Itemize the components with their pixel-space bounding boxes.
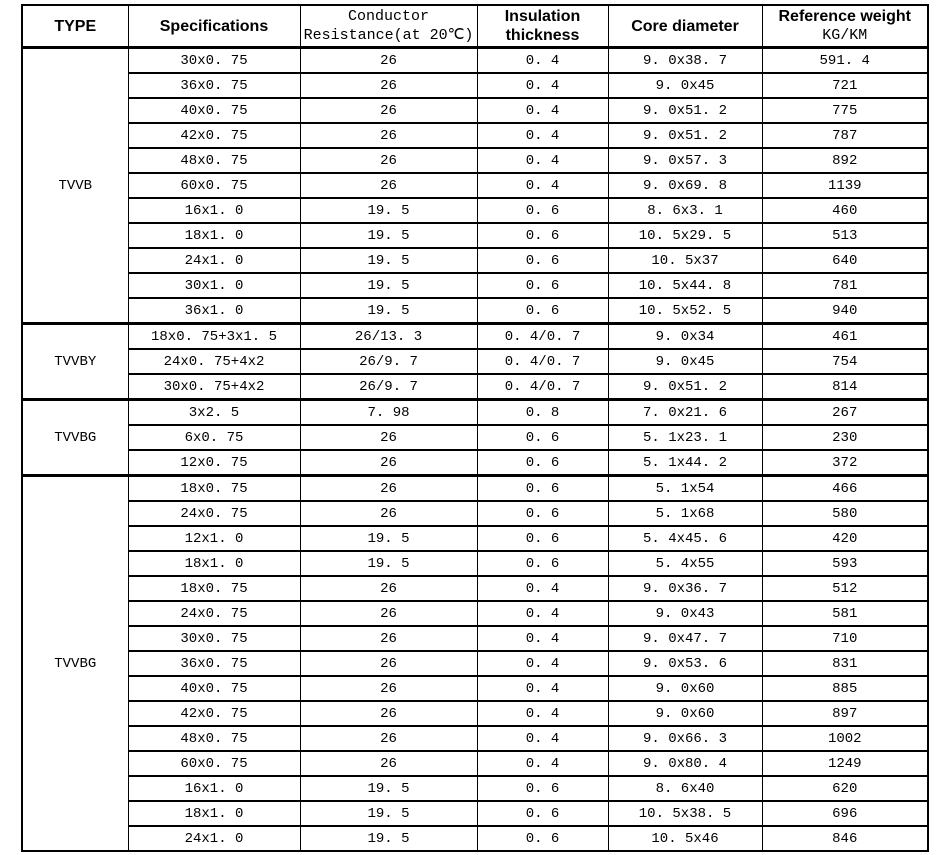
col-header-core-diameter bbox=[608, 5, 762, 48]
resistance-cell: 26/9. 7 bbox=[300, 374, 477, 400]
resistance-cell: 26 bbox=[300, 676, 477, 701]
core-diameter-cell: 8. 6x3. 1 bbox=[608, 198, 762, 223]
resistance-cell: 19. 5 bbox=[300, 776, 477, 801]
resistance-cell: 19. 5 bbox=[300, 248, 477, 273]
col-header-type bbox=[22, 5, 128, 48]
spec-cell: 18x0. 75 bbox=[128, 476, 300, 502]
weight-cell: 230 bbox=[762, 425, 928, 450]
weight-cell: 1139 bbox=[762, 173, 928, 198]
thickness-cell: 0. 6 bbox=[477, 273, 608, 298]
table-row bbox=[22, 826, 928, 851]
thickness-cell: 0. 4/0. 7 bbox=[477, 324, 608, 350]
core-diameter-cell: 10. 5x29. 5 bbox=[608, 223, 762, 248]
spec-cell: 18x0. 75 bbox=[128, 576, 300, 601]
weight-cell: 460 bbox=[762, 198, 928, 223]
spec-cell: 40x0. 75 bbox=[128, 676, 300, 701]
thickness-cell: 0. 6 bbox=[477, 450, 608, 476]
spec-cell: 36x0. 75 bbox=[128, 651, 300, 676]
table-row bbox=[22, 48, 928, 74]
thickness-cell: 0. 6 bbox=[477, 298, 608, 324]
thickness-cell: 0. 6 bbox=[477, 551, 608, 576]
resistance-cell: 26 bbox=[300, 751, 477, 776]
weight-cell: 846 bbox=[762, 826, 928, 851]
resistance-cell: 26 bbox=[300, 450, 477, 476]
resistance-cell: 19. 5 bbox=[300, 298, 477, 324]
thickness-cell: 0. 4 bbox=[477, 751, 608, 776]
spec-cell: 40x0. 75 bbox=[128, 98, 300, 123]
table-row bbox=[22, 551, 928, 576]
resistance-cell: 26 bbox=[300, 123, 477, 148]
resistance-cell: 26 bbox=[300, 701, 477, 726]
weight-cell: 814 bbox=[762, 374, 928, 400]
resistance-cell: 19. 5 bbox=[300, 801, 477, 826]
core-diameter-cell: 9. 0x34 bbox=[608, 324, 762, 350]
table-row bbox=[22, 173, 928, 198]
spec-cell: 24x0. 75 bbox=[128, 501, 300, 526]
table-row bbox=[22, 298, 928, 324]
table-row bbox=[22, 776, 928, 801]
reference-weight-line1: Reference weight bbox=[778, 8, 911, 25]
core-diameter-cell: 9. 0x47. 7 bbox=[608, 626, 762, 651]
spec-cell: 18x1. 0 bbox=[128, 801, 300, 826]
core-diameter-cell: 10. 5x37 bbox=[608, 248, 762, 273]
spec-cell: 24x1. 0 bbox=[128, 826, 300, 851]
resistance-cell: 19. 5 bbox=[300, 526, 477, 551]
weight-cell: 267 bbox=[762, 400, 928, 426]
thickness-cell: 0. 6 bbox=[477, 501, 608, 526]
thickness-cell: 0. 6 bbox=[477, 425, 608, 450]
type-group-tvvbg-3 bbox=[22, 476, 928, 852]
weight-cell: 897 bbox=[762, 701, 928, 726]
core-diameter-cell: 5. 1x23. 1 bbox=[608, 425, 762, 450]
type-group-tvvb-0 bbox=[22, 48, 928, 324]
type-cell: TVVBY bbox=[22, 324, 128, 400]
resistance-cell: 26 bbox=[300, 501, 477, 526]
table-row bbox=[22, 676, 928, 701]
table-row bbox=[22, 324, 928, 350]
weight-cell: 513 bbox=[762, 223, 928, 248]
weight-cell: 593 bbox=[762, 551, 928, 576]
core-diameter-cell: 9. 0x60 bbox=[608, 701, 762, 726]
table-row bbox=[22, 73, 928, 98]
table-row bbox=[22, 601, 928, 626]
thickness-cell: 0. 4 bbox=[477, 73, 608, 98]
table-row bbox=[22, 526, 928, 551]
spec-cell: 36x0. 75 bbox=[128, 73, 300, 98]
weight-cell: 620 bbox=[762, 776, 928, 801]
spec-cell: 48x0. 75 bbox=[128, 148, 300, 173]
spec-cell: 30x0. 75 bbox=[128, 626, 300, 651]
weight-cell: 591. 4 bbox=[762, 48, 928, 74]
weight-cell: 512 bbox=[762, 576, 928, 601]
spec-cell: 60x0. 75 bbox=[128, 173, 300, 198]
resistance-cell: 26/9. 7 bbox=[300, 349, 477, 374]
spec-cell: 16x1. 0 bbox=[128, 198, 300, 223]
weight-cell: 640 bbox=[762, 248, 928, 273]
type-cell: TVVBG bbox=[22, 400, 128, 476]
core-diameter-cell: 9. 0x45 bbox=[608, 349, 762, 374]
thickness-cell: 0. 4 bbox=[477, 701, 608, 726]
core-diameter-cell: 10. 5x44. 8 bbox=[608, 273, 762, 298]
spec-cell: 24x1. 0 bbox=[128, 248, 300, 273]
core-diameter-cell: 10. 5x52. 5 bbox=[608, 298, 762, 324]
weight-cell: 420 bbox=[762, 526, 928, 551]
reference-weight-line2: KG/KM bbox=[822, 27, 868, 44]
table-row bbox=[22, 651, 928, 676]
thickness-cell: 0. 4 bbox=[477, 626, 608, 651]
spec-cell: 36x1. 0 bbox=[128, 298, 300, 324]
weight-cell: 940 bbox=[762, 298, 928, 324]
thickness-cell: 0. 4 bbox=[477, 123, 608, 148]
core-diameter-cell: 9. 0x69. 8 bbox=[608, 173, 762, 198]
core-diameter-cell: 5. 4x55 bbox=[608, 551, 762, 576]
table-row bbox=[22, 273, 928, 298]
resistance-cell: 26 bbox=[300, 148, 477, 173]
thickness-cell: 0. 4 bbox=[477, 726, 608, 751]
thickness-cell: 0. 6 bbox=[477, 776, 608, 801]
spec-cell: 48x0. 75 bbox=[128, 726, 300, 751]
table-row bbox=[22, 626, 928, 651]
table-row bbox=[22, 198, 928, 223]
weight-cell: 581 bbox=[762, 601, 928, 626]
weight-cell: 775 bbox=[762, 98, 928, 123]
spec-cell: 12x1. 0 bbox=[128, 526, 300, 551]
spec-cell: 6x0. 75 bbox=[128, 425, 300, 450]
resistance-cell: 19. 5 bbox=[300, 223, 477, 248]
core-diameter-cell: 9. 0x51. 2 bbox=[608, 98, 762, 123]
weight-cell: 787 bbox=[762, 123, 928, 148]
spec-cell: 3x2. 5 bbox=[128, 400, 300, 426]
thickness-cell: 0. 4/0. 7 bbox=[477, 374, 608, 400]
resistance-cell: 26 bbox=[300, 576, 477, 601]
weight-cell: 885 bbox=[762, 676, 928, 701]
conductor-resistance-line2: Resistance(at 20℃) bbox=[303, 27, 474, 44]
thickness-cell: 0. 6 bbox=[477, 826, 608, 851]
thickness-cell: 0. 6 bbox=[477, 476, 608, 502]
spec-cell: 42x0. 75 bbox=[128, 701, 300, 726]
weight-cell: 466 bbox=[762, 476, 928, 502]
insulation-thickness-line2: thickness bbox=[505, 27, 580, 44]
core-diameter-cell: 9. 0x38. 7 bbox=[608, 48, 762, 74]
weight-cell: 1249 bbox=[762, 751, 928, 776]
core-diameter-cell: 5. 1x54 bbox=[608, 476, 762, 502]
thickness-cell: 0. 4 bbox=[477, 576, 608, 601]
resistance-cell: 26 bbox=[300, 425, 477, 450]
thickness-cell: 0. 4 bbox=[477, 173, 608, 198]
core-diameter-cell: 9. 0x53. 6 bbox=[608, 651, 762, 676]
core-diameter-cell: 9. 0x66. 3 bbox=[608, 726, 762, 751]
thickness-cell: 0. 6 bbox=[477, 526, 608, 551]
table-row bbox=[22, 701, 928, 726]
spec-cell: 42x0. 75 bbox=[128, 123, 300, 148]
core-diameter-cell: 5. 4x45. 6 bbox=[608, 526, 762, 551]
resistance-cell: 26 bbox=[300, 73, 477, 98]
spec-cell: 30x0. 75 bbox=[128, 48, 300, 74]
core-diameter-cell: 5. 1x44. 2 bbox=[608, 450, 762, 476]
table-row bbox=[22, 501, 928, 526]
core-diameter-cell: 9. 0x43 bbox=[608, 601, 762, 626]
spec-cell: 12x0. 75 bbox=[128, 450, 300, 476]
weight-cell: 781 bbox=[762, 273, 928, 298]
thickness-cell: 0. 6 bbox=[477, 223, 608, 248]
spec-cell: 60x0. 75 bbox=[128, 751, 300, 776]
thickness-cell: 0. 4 bbox=[477, 651, 608, 676]
col-header-reference-weight bbox=[762, 5, 928, 48]
core-diameter-cell: 9. 0x36. 7 bbox=[608, 576, 762, 601]
resistance-cell: 26 bbox=[300, 726, 477, 751]
thickness-cell: 0. 6 bbox=[477, 198, 608, 223]
weight-cell: 721 bbox=[762, 73, 928, 98]
spec-cell: 24x0. 75+4x2 bbox=[128, 349, 300, 374]
resistance-cell: 26 bbox=[300, 651, 477, 676]
type-cell: TVVBG bbox=[22, 476, 128, 852]
col-header-specifications-label: Specifications bbox=[159, 17, 269, 35]
type-group-tvvbg-2 bbox=[22, 400, 928, 476]
core-diameter-cell: 9. 0x51. 2 bbox=[608, 374, 762, 400]
resistance-cell: 19. 5 bbox=[300, 273, 477, 298]
insulation-thickness-line1: Insulation bbox=[504, 8, 581, 25]
thickness-cell: 0. 4/0. 7 bbox=[477, 349, 608, 374]
table-row bbox=[22, 726, 928, 751]
core-diameter-cell: 9. 0x45 bbox=[608, 73, 762, 98]
table-row bbox=[22, 123, 928, 148]
table-row bbox=[22, 98, 928, 123]
table-row bbox=[22, 425, 928, 450]
resistance-cell: 19. 5 bbox=[300, 551, 477, 576]
col-header-insulation-thickness bbox=[477, 5, 608, 48]
resistance-cell: 7. 98 bbox=[300, 400, 477, 426]
weight-cell: 696 bbox=[762, 801, 928, 826]
spec-cell: 16x1. 0 bbox=[128, 776, 300, 801]
spec-cell: 30x1. 0 bbox=[128, 273, 300, 298]
table-row bbox=[22, 148, 928, 173]
weight-cell: 892 bbox=[762, 148, 928, 173]
spec-cell: 24x0. 75 bbox=[128, 601, 300, 626]
weight-cell: 710 bbox=[762, 626, 928, 651]
core-diameter-cell: 10. 5x38. 5 bbox=[608, 801, 762, 826]
table-row bbox=[22, 374, 928, 400]
core-diameter-cell: 9. 0x57. 3 bbox=[608, 148, 762, 173]
resistance-cell: 26 bbox=[300, 173, 477, 198]
resistance-cell: 26 bbox=[300, 48, 477, 74]
weight-cell: 461 bbox=[762, 324, 928, 350]
resistance-cell: 19. 5 bbox=[300, 198, 477, 223]
spec-cell: 30x0. 75+4x2 bbox=[128, 374, 300, 400]
core-diameter-cell: 10. 5x46 bbox=[608, 826, 762, 851]
core-diameter-cell: 7. 0x21. 6 bbox=[608, 400, 762, 426]
core-diameter-cell: 9. 0x60 bbox=[608, 676, 762, 701]
col-header-core-diameter-label: Core diameter bbox=[631, 17, 739, 35]
table-row bbox=[22, 751, 928, 776]
weight-cell: 580 bbox=[762, 501, 928, 526]
type-group-tvvby-1 bbox=[22, 324, 928, 400]
thickness-cell: 0. 4 bbox=[477, 601, 608, 626]
table-row bbox=[22, 349, 928, 374]
spec-cell: 18x1. 0 bbox=[128, 551, 300, 576]
core-diameter-cell: 9. 0x80. 4 bbox=[608, 751, 762, 776]
weight-cell: 1002 bbox=[762, 726, 928, 751]
weight-cell: 754 bbox=[762, 349, 928, 374]
type-cell: TVVB bbox=[22, 48, 128, 324]
table-row bbox=[22, 223, 928, 248]
table-row bbox=[22, 576, 928, 601]
col-header-type-label: TYPE bbox=[54, 17, 97, 35]
conductor-resistance-line1: Conductor bbox=[347, 8, 429, 25]
table-row bbox=[22, 476, 928, 502]
table-row bbox=[22, 248, 928, 273]
resistance-cell: 19. 5 bbox=[300, 826, 477, 851]
thickness-cell: 0. 6 bbox=[477, 801, 608, 826]
table-header-row bbox=[22, 5, 928, 48]
spec-cell: 18x1. 0 bbox=[128, 223, 300, 248]
thickness-cell: 0. 4 bbox=[477, 98, 608, 123]
cable-spec-table bbox=[21, 4, 929, 852]
resistance-cell: 26 bbox=[300, 601, 477, 626]
thickness-cell: 0. 4 bbox=[477, 48, 608, 74]
col-header-specifications bbox=[128, 5, 300, 48]
table-row bbox=[22, 801, 928, 826]
resistance-cell: 26 bbox=[300, 98, 477, 123]
core-diameter-cell: 8. 6x40 bbox=[608, 776, 762, 801]
core-diameter-cell: 9. 0x51. 2 bbox=[608, 123, 762, 148]
table-row bbox=[22, 450, 928, 476]
table-row bbox=[22, 400, 928, 426]
weight-cell: 831 bbox=[762, 651, 928, 676]
resistance-cell: 26/13. 3 bbox=[300, 324, 477, 350]
thickness-cell: 0. 4 bbox=[477, 148, 608, 173]
resistance-cell: 26 bbox=[300, 476, 477, 502]
resistance-cell: 26 bbox=[300, 626, 477, 651]
weight-cell: 372 bbox=[762, 450, 928, 476]
thickness-cell: 0. 4 bbox=[477, 676, 608, 701]
thickness-cell: 0. 8 bbox=[477, 400, 608, 426]
col-header-conductor-resistance bbox=[300, 5, 477, 48]
thickness-cell: 0. 6 bbox=[477, 248, 608, 273]
core-diameter-cell: 5. 1x68 bbox=[608, 501, 762, 526]
spec-cell: 18x0. 75+3x1. 5 bbox=[128, 324, 300, 350]
